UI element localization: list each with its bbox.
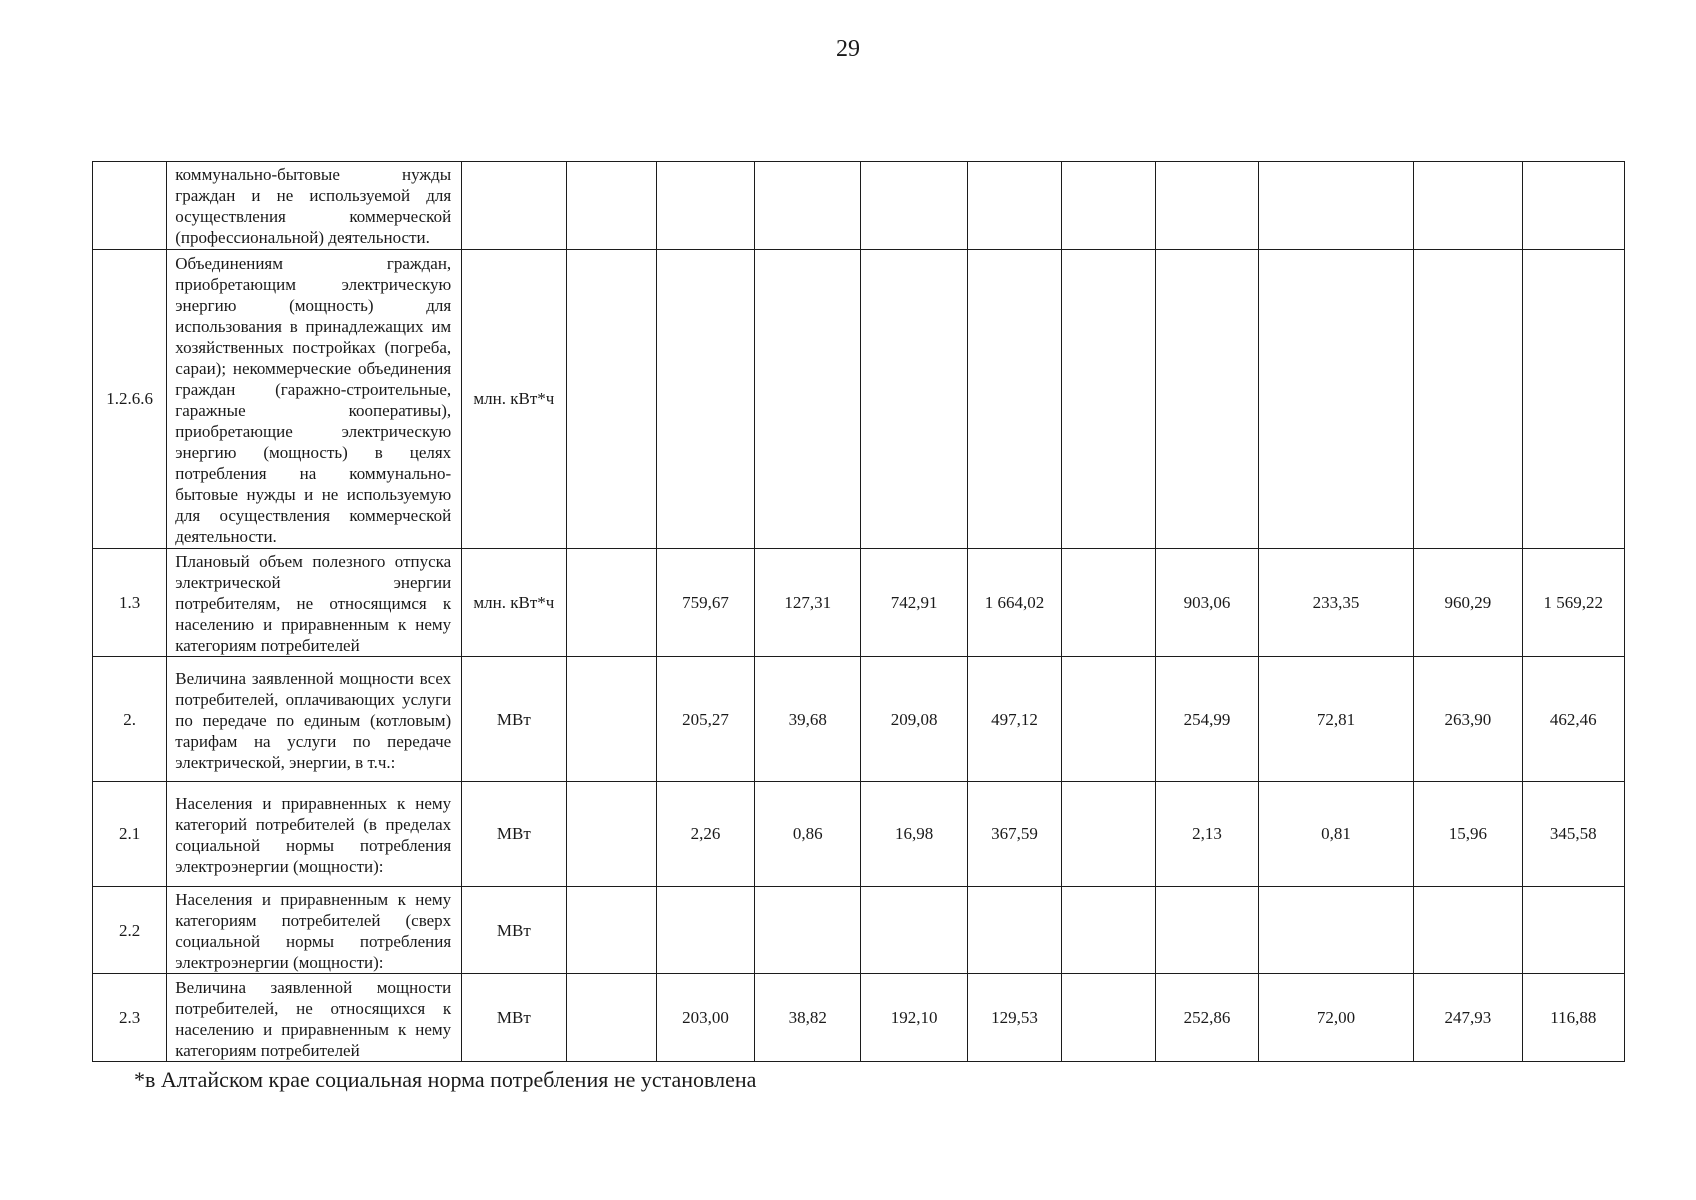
value-cell: 462,46	[1522, 657, 1624, 782]
value-cell	[1522, 886, 1624, 974]
row-code: 2.2	[93, 886, 167, 974]
value-cell	[1062, 548, 1156, 657]
value-cell	[1414, 162, 1522, 250]
value-cell	[1062, 782, 1156, 887]
value-cell: 1 664,02	[967, 548, 1061, 657]
value-cell: 0,81	[1258, 782, 1414, 887]
value-cell	[861, 886, 967, 974]
value-cell	[1062, 657, 1156, 782]
value-cell	[566, 249, 656, 548]
row-unit: МВт	[462, 657, 566, 782]
value-cell	[656, 249, 754, 548]
row-code: 2.	[93, 657, 167, 782]
value-cell	[566, 974, 656, 1062]
value-cell	[1156, 162, 1258, 250]
value-cell: 209,08	[861, 657, 967, 782]
value-cell: 0,86	[755, 782, 861, 887]
table-row	[93, 974, 1625, 1062]
value-cell: 263,90	[1414, 657, 1522, 782]
value-cell: 2,26	[656, 782, 754, 887]
value-cell	[1522, 162, 1624, 250]
value-cell: 72,00	[1258, 974, 1414, 1062]
value-cell: 205,27	[656, 657, 754, 782]
value-cell	[656, 162, 754, 250]
value-cell	[861, 162, 967, 250]
row-description: Населения и приравненных к нему категорий потребителей (в пределах социальной нормы потребления электроэнергии (мощности):	[167, 782, 462, 887]
row-unit: МВт	[462, 974, 566, 1062]
value-cell: 1 569,22	[1522, 548, 1624, 657]
value-cell: 254,99	[1156, 657, 1258, 782]
value-cell	[1522, 249, 1624, 548]
value-cell	[1156, 886, 1258, 974]
value-cell	[967, 886, 1061, 974]
value-cell: 72,81	[1258, 657, 1414, 782]
table-row	[93, 782, 1625, 887]
value-cell	[755, 886, 861, 974]
value-cell	[967, 162, 1061, 250]
value-cell	[1414, 886, 1522, 974]
row-description: Величина заявленной мощности всех потребителей, оплачивающих услуги по передаче по единым (котловым) тарифам на услуги по передаче электрической, энергии, в т.ч.:	[167, 657, 462, 782]
value-cell	[967, 249, 1061, 548]
value-cell	[1258, 249, 1414, 548]
value-cell	[1062, 249, 1156, 548]
value-cell	[755, 162, 861, 250]
value-cell	[1414, 249, 1522, 548]
value-cell: 497,12	[967, 657, 1061, 782]
row-description: Плановый объем полезного отпуска электрической энергии потребителям, не относящимся к населению и приравненным к нему категориям потребителей	[167, 548, 462, 657]
value-cell: 116,88	[1522, 974, 1624, 1062]
value-cell	[656, 886, 754, 974]
value-cell: 15,96	[1414, 782, 1522, 887]
value-cell	[1258, 886, 1414, 974]
table-row	[93, 162, 1625, 250]
value-cell: 2,13	[1156, 782, 1258, 887]
footnote: *в Алтайском крае социальная норма потребления не установлена	[134, 1067, 757, 1092]
table-row	[93, 249, 1625, 548]
row-unit	[462, 162, 566, 250]
row-description: Населения и приравненным к нему категориям потребителей (сверх социальной нормы потребления электроэнергии (мощности):	[167, 886, 462, 974]
row-unit: млн. кВт*ч	[462, 249, 566, 548]
value-cell	[1062, 886, 1156, 974]
row-description: Величина заявленной мощности потребителей, не относящихся к населению и приравненным к нему категориям потребителей	[167, 974, 462, 1062]
row-code: 1.3	[93, 548, 167, 657]
value-cell: 39,68	[755, 657, 861, 782]
value-cell: 38,82	[755, 974, 861, 1062]
value-cell: 129,53	[967, 974, 1061, 1062]
value-cell: 759,67	[656, 548, 754, 657]
value-cell: 345,58	[1522, 782, 1624, 887]
value-cell: 16,98	[861, 782, 967, 887]
value-cell	[1156, 249, 1258, 548]
row-code: 1.2.6.6	[93, 249, 167, 548]
value-cell: 367,59	[967, 782, 1061, 887]
row-description: коммунально-бытовые нужды граждан и не используемой для осуществления коммерческой (профессиональной) деятельности.	[167, 162, 462, 250]
value-cell: 203,00	[656, 974, 754, 1062]
row-code	[93, 162, 167, 250]
row-description: Объединениям граждан, приобретающим электрическую энергию (мощность) для использования в принадлежащих им хозяйственных постройках (погреба, сараи); некоммерческие объединения граждан (гаражно-строительные, гаражные кооперативы), приобретающие электрическую энергию (мощность) в целях потребления на коммунально-бытовые нужды и не используемую для осуществления коммерческой деятельности.	[167, 249, 462, 548]
row-unit: МВт	[462, 886, 566, 974]
row-unit: МВт	[462, 782, 566, 887]
value-cell: 960,29	[1414, 548, 1522, 657]
row-code: 2.3	[93, 974, 167, 1062]
value-cell: 233,35	[1258, 548, 1414, 657]
value-cell: 742,91	[861, 548, 967, 657]
tariff-table	[92, 161, 1625, 1062]
page-number: 29	[836, 36, 860, 62]
value-cell	[566, 782, 656, 887]
value-cell: 903,06	[1156, 548, 1258, 657]
table-row	[93, 548, 1625, 657]
value-cell	[1062, 162, 1156, 250]
value-cell: 252,86	[1156, 974, 1258, 1062]
row-unit: млн. кВт*ч	[462, 548, 566, 657]
value-cell: 127,31	[755, 548, 861, 657]
value-cell: 192,10	[861, 974, 967, 1062]
value-cell	[755, 249, 861, 548]
value-cell	[566, 162, 656, 250]
value-cell	[566, 548, 656, 657]
value-cell	[1258, 162, 1414, 250]
value-cell: 247,93	[1414, 974, 1522, 1062]
value-cell	[861, 249, 967, 548]
row-code: 2.1	[93, 782, 167, 887]
value-cell	[566, 657, 656, 782]
value-cell	[566, 886, 656, 974]
value-cell	[1062, 974, 1156, 1062]
table-row	[93, 657, 1625, 782]
table-row	[93, 886, 1625, 974]
